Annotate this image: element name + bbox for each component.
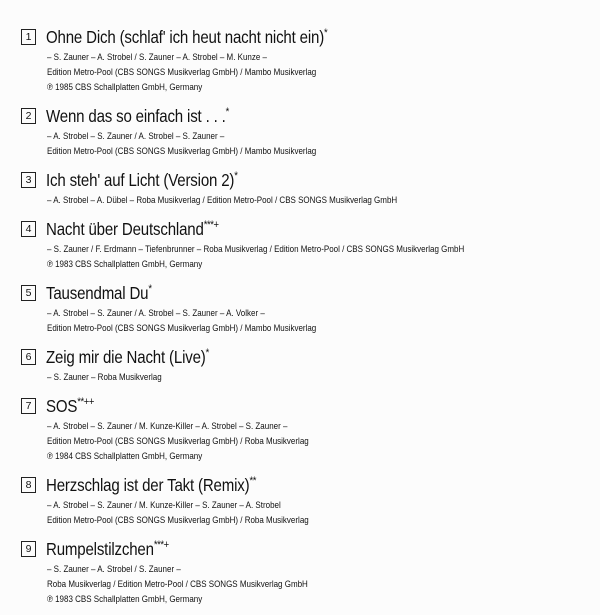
credit-line: Roba Musikverlag / Edition Metro-Pool / CBS SONGS Musikverlag GmbH [47, 579, 308, 589]
track-title-text: Zeig mir die Nacht (Live) [46, 346, 206, 367]
track-header [21, 216, 593, 242]
track-footnote-mark: * [234, 169, 238, 182]
track-list [21, 24, 593, 615]
track-title-text: Nacht über Deutschland [46, 218, 204, 239]
track-title [46, 397, 94, 415]
track-footnote-mark: ** [249, 474, 256, 487]
track-number-box: 3 [21, 172, 36, 188]
credit-line: – S. Zauner – A. Strobel / S. Zauner – A. Strobel – M. Kunze – [47, 52, 267, 62]
track-header [21, 536, 593, 562]
track-footnote-mark: ***+ [203, 218, 219, 231]
track-credits [47, 129, 517, 159]
track-title-text: Ich steh' auf Licht (Version 2) [46, 169, 235, 190]
track-credits [47, 193, 517, 208]
credit-line: Edition Metro-Pool (CBS SONGS Musikverlag GmbH) / Mambo Musikverlag [47, 67, 317, 77]
credit-line: – A. Strobel – S. Zauner / M. Kunze-Killer – A. Strobel – S. Zauner – [47, 421, 288, 431]
track-title-text: Tausendmal Du [46, 282, 149, 303]
credit-line: – A. Strobel – S. Zauner / M. Kunze-Killer – S. Zauner – A. Strobel [47, 500, 281, 510]
track-6 [21, 344, 593, 385]
track-header [21, 167, 593, 193]
track-9 [21, 536, 593, 607]
track-5 [21, 280, 593, 336]
credit-line: Edition Metro-Pool (CBS SONGS Musikverlag GmbH) / Roba Musikverlag [47, 436, 309, 446]
track-credits [47, 242, 517, 272]
track-footnote-mark: * [148, 282, 152, 295]
track-credits [47, 562, 517, 607]
track-4 [21, 216, 593, 272]
track-number-box: 5 [21, 285, 36, 301]
track-credits [47, 419, 517, 464]
credit-line: – A. Strobel – S. Zauner / A. Strobel – S. Zauner – [47, 131, 225, 141]
track-footnote-mark: * [205, 346, 209, 359]
track-title-text: Rumpelstilzchen [46, 538, 154, 559]
track-number-box: 1 [21, 29, 36, 45]
track-number-box: 4 [21, 221, 36, 237]
track-number-box: 6 [21, 349, 36, 365]
credit-line: – S. Zauner – A. Strobel / S. Zauner – [47, 564, 181, 574]
track-2 [21, 103, 593, 159]
track-credits [47, 498, 517, 528]
track-number-box: 8 [21, 477, 36, 493]
track-title [46, 476, 256, 494]
copyright-line: ℗ 1985 CBS Schallplatten GmbH, Germany [47, 82, 203, 92]
track-title-text: Wenn das so einfach ist . . . [46, 105, 226, 126]
credit-line: – A. Strobel – A. Dübel – Roba Musikverlag / Edition Metro-Pool / CBS SONGS Musikverlag GmbH [47, 195, 398, 205]
track-footnote-mark: * [225, 105, 229, 118]
track-title [46, 220, 219, 238]
track-title-text: Herzschlag ist der Takt (Remix) [46, 474, 250, 495]
track-header [21, 344, 593, 370]
track-credits [47, 370, 517, 385]
copyright-line: ℗ 1983 CBS Schallplatten GmbH, Germany [47, 594, 203, 604]
credit-line: Edition Metro-Pool (CBS SONGS Musikverlag GmbH) / Roba Musikverlag [47, 515, 309, 525]
track-number-box: 2 [21, 108, 36, 124]
track-title [46, 348, 209, 366]
copyright-line: ℗ 1983 CBS Schallplatten GmbH, Germany [47, 259, 203, 269]
track-footnote-mark: ***+ [153, 538, 169, 551]
track-header [21, 472, 593, 498]
credit-line: – S. Zauner / F. Erdmann – Tiefenbrunner – Roba Musikverlag / Edition Metro-Pool / CBS SONGS Musikverlag GmbH [47, 244, 465, 254]
track-3 [21, 167, 593, 208]
track-credits [47, 50, 517, 95]
track-title-text: Ohne Dich (schlaf' ich heut nacht nicht ein) [46, 26, 325, 47]
track-title [46, 284, 152, 302]
track-header [21, 280, 593, 306]
track-number-box: 7 [21, 398, 36, 414]
track-7 [21, 393, 593, 464]
credit-line: – S. Zauner – Roba Musikverlag [47, 372, 162, 382]
track-title-text: SOS [46, 395, 78, 416]
copyright-line: ℗ 1984 CBS Schallplatten GmbH, Germany [47, 451, 203, 461]
credit-line: Edition Metro-Pool (CBS SONGS Musikverlag GmbH) / Mambo Musikverlag [47, 323, 317, 333]
track-footnote-mark: **++ [77, 395, 94, 408]
track-credits [47, 306, 517, 336]
track-title [46, 28, 327, 46]
track-footnote-mark: * [324, 26, 328, 39]
track-header [21, 24, 593, 50]
track-8 [21, 472, 593, 528]
track-title [46, 540, 169, 558]
credit-line: – A. Strobel – S. Zauner / A. Strobel – S. Zauner – A. Volker – [47, 308, 265, 318]
track-header [21, 393, 593, 419]
track-title [46, 107, 229, 125]
track-title [46, 171, 238, 189]
track-number-box: 9 [21, 541, 36, 557]
track-1 [21, 24, 593, 95]
credit-line: Edition Metro-Pool (CBS SONGS Musikverlag GmbH) / Mambo Musikverlag [47, 146, 317, 156]
track-header [21, 103, 593, 129]
